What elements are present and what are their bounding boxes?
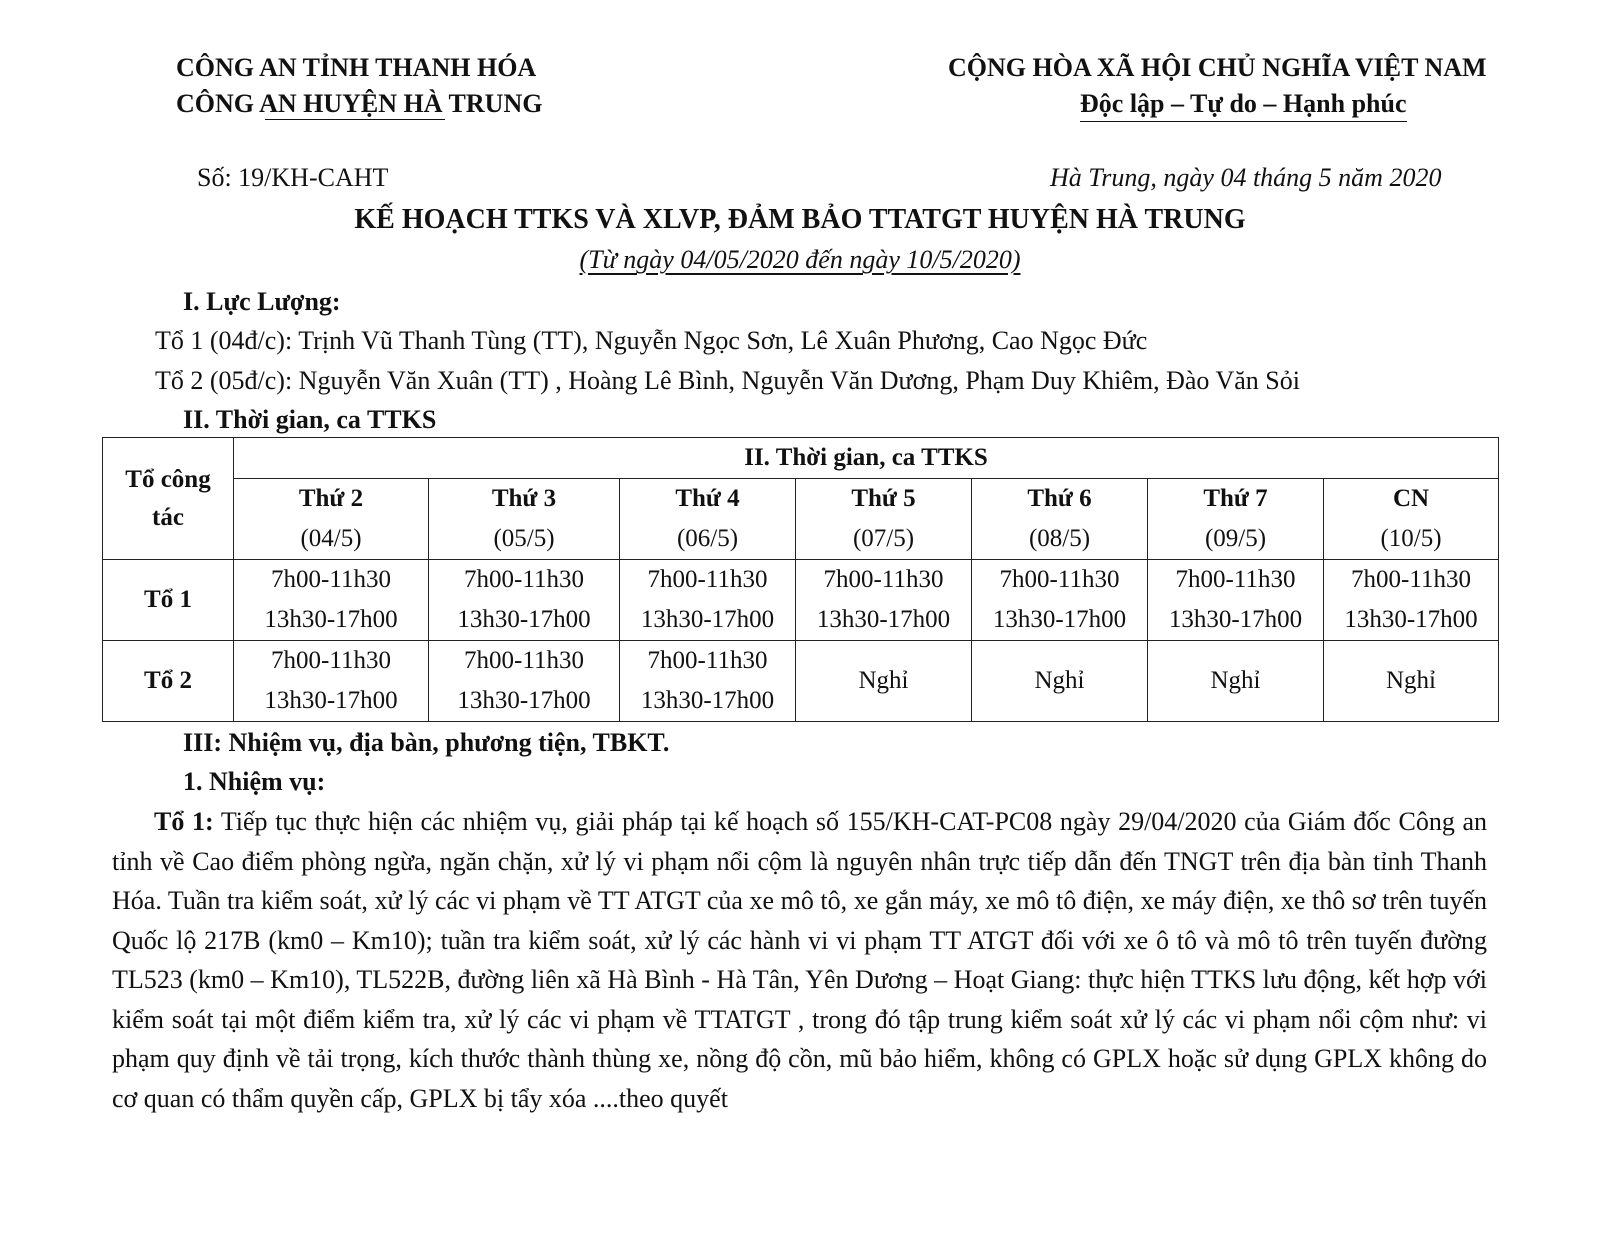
section-2-heading: II. Thời gian, ca TTKS — [183, 405, 437, 434]
day-header: Thứ 3 (05/5) — [429, 479, 620, 560]
agency-name-province: CÔNG AN TỈNH THANH HÓA — [176, 53, 537, 82]
national-title: CỘNG HÒA XÃ HỘI CHỦ NGHĨA VIỆT NAM — [948, 53, 1487, 82]
header-left-divider — [265, 119, 445, 120]
day-header: Thứ 2 (04/5) — [234, 479, 429, 560]
schedule-group-header: II. Thời gian, ca TTKS — [234, 438, 1499, 479]
shift-cell: 7h00-11h30 13h30-17h00 — [234, 560, 429, 641]
day-header-row — [103, 479, 1499, 560]
task-text: Tiếp tục thực hiện các nhiệm vụ, giải pháp tại kế hoạch số 155/KH-CAT-PC08 ngày 29/04/2020 của Giám đốc Công an tỉnh về Cao điểm phòng ngừa, ngăn chặn, xử lý vi phạm nổi cộm là nguyên nhân trực tiếp dẫn đến TNGT trên địa bàn tỉnh Thanh Hóa. Tuần tra kiểm soát, xử lý các vi phạm về TT ATGT của xe mô tô, xe gắn máy, xe mô tô điện, xe máy điện, xe thô sơ trên tuyến Quốc lộ 217B (km0 – Km10); tuần tra kiểm soát, xử lý các hành vi vi phạm TT ATGT đối với xe ô tô và mô tô trên tuyến đường TL523 (km0 – Km10), TL522B, đường liên xã Hà Bình - Hà Tân, Yên Dương – Hoạt Giang: thực hiện TTKS lưu động, kết hợp với kiểm soát tại một điểm kiểm tra, xử lý các vi phạm về TTATGT , trong đó tập trung kiểm soát xử lý các vi phạm nổi cộm như: vi phạm quy định về tải trọng, kích thước thành thùng xe, nồng độ cồn, mũ bảo hiểm, không có GPLX hoặc sử dụng GPLX không do cơ quan có thẩm quyền cấp, GPLX bị tẩy xóa ....theo quyết — [112, 807, 1488, 1113]
shift-cell: 7h00-11h30 13h30-17h00 — [429, 641, 620, 722]
team-column-header: Tổ công tác — [103, 438, 234, 560]
national-motto: Độc lập – Tự do – Hạnh phúc — [1080, 91, 1407, 122]
table-row — [103, 641, 1499, 722]
shift-cell: 7h00-11h30 13h30-17h00 — [972, 560, 1148, 641]
document-title: KẾ HOẠCH TTKS VÀ XLVP, ĐẢM BẢO TTATGT HUYỆN HÀ TRUNG — [354, 204, 1246, 235]
section-1-heading: I. Lực Lượng: — [183, 287, 341, 316]
shift-cell: 7h00-11h30 13h30-17h00 — [620, 641, 796, 722]
schedule-table — [102, 437, 1499, 722]
table-header-row — [103, 438, 1499, 479]
team-label: Tổ 1 — [103, 560, 234, 641]
team-label: Tổ 2 — [103, 641, 234, 722]
shift-cell: 7h00-11h30 13h30-17h00 — [1148, 560, 1324, 641]
task-subheading: 1. Nhiệm vụ: — [183, 767, 326, 796]
shift-cell: 7h00-11h30 13h30-17h00 — [796, 560, 972, 641]
day-header: CN (10/5) — [1324, 479, 1499, 560]
shift-cell: 7h00-11h30 13h30-17h00 — [429, 560, 620, 641]
shift-cell: 7h00-11h30 13h30-17h00 — [234, 641, 429, 722]
day-header: Thứ 6 (08/5) — [972, 479, 1148, 560]
document-number: Số: 19/KH-CAHT — [197, 163, 389, 192]
team-2-members: Tổ 2 (05đ/c): Nguyễn Văn Xuân (TT) , Hoàng Lê Bình, Nguyễn Văn Dương, Phạm Duy Khiêm, Đào Văn Sỏi — [155, 366, 1300, 395]
table-row — [103, 560, 1499, 641]
shift-cell: Nghỉ — [1324, 641, 1499, 722]
shift-cell: Nghỉ — [796, 641, 972, 722]
day-header: Thứ 7 (09/5) — [1148, 479, 1324, 560]
agency-name-district: CÔNG AN HUYỆN HÀ TRUNG — [176, 89, 543, 118]
shift-cell: 7h00-11h30 13h30-17h00 — [1324, 560, 1499, 641]
document-subtitle: (Từ ngày 04/05/2020 đến ngày 10/5/2020) — [579, 245, 1021, 274]
place-date: Hà Trung, ngày 04 tháng 5 năm 2020 — [1050, 163, 1442, 192]
day-header: Thứ 5 (07/5) — [796, 479, 972, 560]
task-paragraph — [112, 802, 1487, 1118]
team-1-label: Tổ 1: — [154, 807, 214, 836]
section-3-heading: III: Nhiệm vụ, địa bàn, phương tiện, TBKT. — [183, 728, 670, 757]
day-header: Thứ 4 (06/5) — [620, 479, 796, 560]
shift-cell: Nghỉ — [972, 641, 1148, 722]
shift-cell: 7h00-11h30 13h30-17h00 — [620, 560, 796, 641]
shift-cell: Nghỉ — [1148, 641, 1324, 722]
team-1-members: Tổ 1 (04đ/c): Trịnh Vũ Thanh Tùng (TT), Nguyễn Ngọc Sơn, Lê Xuân Phương, Cao Ngọc Đức — [155, 326, 1148, 355]
